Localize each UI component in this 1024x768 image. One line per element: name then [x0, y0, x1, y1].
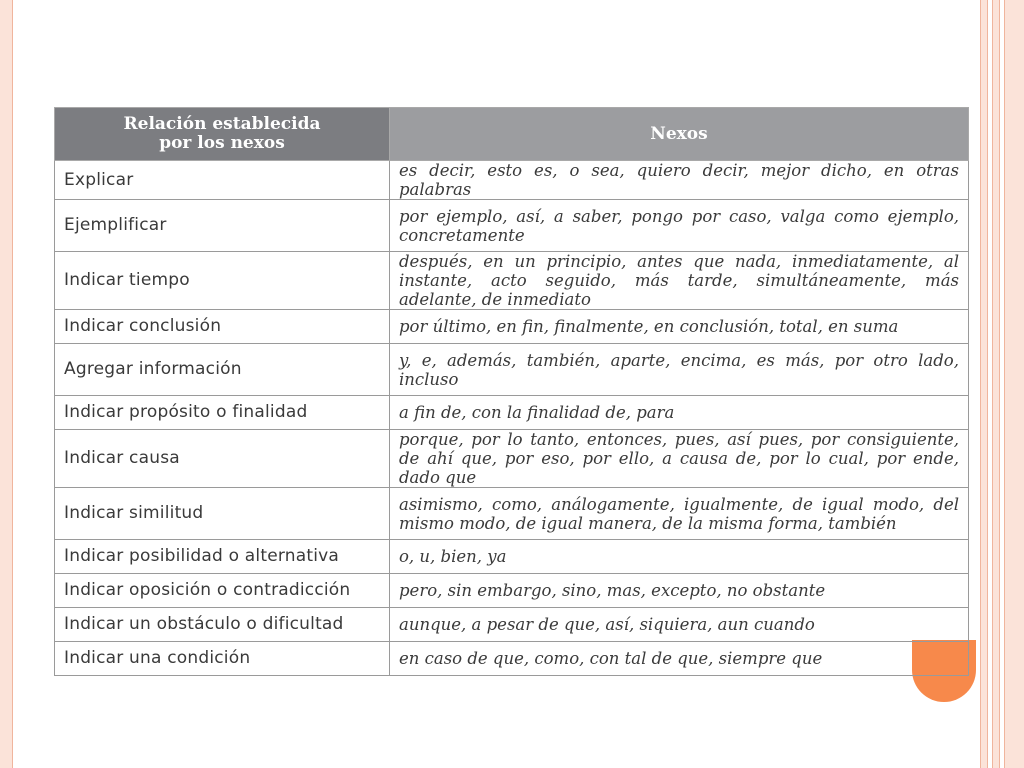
header-relacion-line1: Relación establecida — [123, 114, 321, 134]
relacion-cell: Explicar — [55, 161, 390, 200]
table-row — [55, 608, 969, 642]
nexos-table — [54, 107, 969, 676]
relacion-cell: Indicar causa — [55, 430, 390, 488]
relacion-cell: Indicar propósito o finalidad — [55, 396, 390, 430]
nexos-cell: por último, en fin, finalmente, en conclusión, total, en suma — [390, 310, 969, 344]
slide-right-stripes — [980, 0, 1024, 768]
relacion-cell: Indicar una condición — [55, 642, 390, 676]
header-nexos: Nexos — [390, 108, 969, 161]
nexos-cell: después, en un principio, antes que nada, inmediatamente, al instante, acto seguido, más tarde, simultáneamente, más adelante, de inmediato — [390, 252, 969, 310]
table-row — [55, 430, 969, 488]
nexos-cell: asimismo, como, análogamente, igualmente, de igual modo, del mismo modo, de igual manera, de la misma forma, también — [390, 488, 969, 540]
nexos-cell: aunque, a pesar de que, así, siquiera, aun cuando — [390, 608, 969, 642]
nexos-cell: y, e, además, también, aparte, encima, es más, por otro lado, incluso — [390, 344, 969, 396]
relacion-cell: Ejemplificar — [55, 200, 390, 252]
relacion-cell: Indicar similitud — [55, 488, 390, 540]
table-header-row — [55, 108, 969, 161]
slide-left-border — [0, 0, 13, 768]
nexos-cell: o, u, bien, ya — [390, 540, 969, 574]
relacion-cell: Indicar oposición o contradicción — [55, 574, 390, 608]
nexos-cell: a fin de, con la finalidad de, para — [390, 396, 969, 430]
nexos-cell: es decir, esto es, o sea, quiero decir, mejor dicho, en otras palabras — [390, 161, 969, 200]
nexos-cell: pero, sin embargo, sino, mas, excepto, no obstante — [390, 574, 969, 608]
header-relacion-line2: por los nexos — [159, 133, 285, 153]
table-row — [55, 396, 969, 430]
table-row — [55, 540, 969, 574]
table-row — [55, 161, 969, 200]
header-relacion — [55, 108, 390, 161]
relacion-cell: Agregar información — [55, 344, 390, 396]
table-row — [55, 252, 969, 310]
table-row — [55, 574, 969, 608]
table-row — [55, 344, 969, 396]
nexos-cell: por ejemplo, así, a saber, pongo por caso, valga como ejemplo, concretamente — [390, 200, 969, 252]
relacion-cell: Indicar posibilidad o alternativa — [55, 540, 390, 574]
relacion-cell: Indicar tiempo — [55, 252, 390, 310]
table-row — [55, 642, 969, 676]
table-row — [55, 200, 969, 252]
stripe — [1004, 0, 1024, 768]
nexos-cell: en caso de que, como, con tal de que, siempre que — [390, 642, 969, 676]
relacion-cell: Indicar conclusión — [55, 310, 390, 344]
table-row — [55, 488, 969, 540]
stripe — [980, 0, 988, 768]
stripe — [992, 0, 1000, 768]
nexos-cell: porque, por lo tanto, entonces, pues, así pues, por consiguiente, de ahí que, por eso, por ello, a causa de, por lo cual, por ende, dado que — [390, 430, 969, 488]
table-row — [55, 310, 969, 344]
relacion-cell: Indicar un obstáculo o dificultad — [55, 608, 390, 642]
